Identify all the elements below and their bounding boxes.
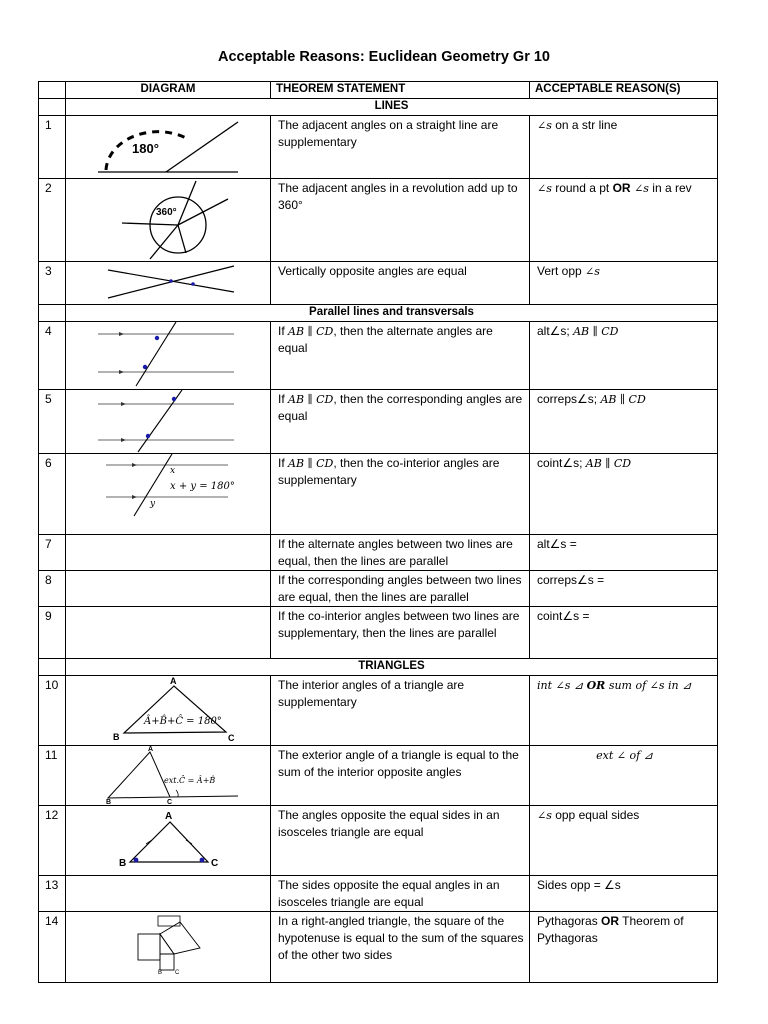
table-row [39,676,718,746]
diagram-empty [66,607,271,659]
vertex-a: A [165,811,173,822]
row-number: 3 [39,262,66,305]
diagram-pythagoras [66,912,271,983]
vertex-b: B [158,970,163,976]
diagram-exterior-angle [66,746,271,806]
table-row [39,116,718,179]
theorem-cell: The angles opposite the equal sides in an isosceles triangle are equal [271,806,530,876]
header-row [39,82,718,99]
row-number: 9 [39,607,66,659]
theorem-cell: The exterior angle of a triangle is equal to the sum of the interior opposite angles [271,746,530,806]
table-row [39,912,718,983]
diagram-revolution [66,179,271,262]
section-row-parallel [39,305,718,322]
header-theorem: THEOREM STATEMENT [271,82,530,99]
row-number: 6 [39,454,66,535]
row-number: 13 [39,876,66,912]
table-row [39,322,718,390]
page-title: Acceptable Reasons: Euclidean Geometry Gr 10 [217,49,550,65]
theorem-cell: Vertically opposite angles are equal [271,262,530,305]
straight-line-angle-diagram [66,116,271,178]
theorem-cell: If the co-interior angles between two lines are supplementary, then the lines are parallel [271,607,530,659]
diagram-vertically-opposite [66,262,271,305]
row-number: 7 [39,535,66,571]
reason-cell: int ∠s ⊿ OR sum of ∠s in ⊿ [530,676,718,746]
diagram-empty [66,571,271,607]
isosceles-triangle-diagram [66,806,271,875]
table-row [39,607,718,659]
reason-cell: correps∠s; AB ∥ CD [530,390,718,454]
pythagoras-diagram [66,912,271,982]
reason-cell: ext ∠ of ⊿ [530,746,718,806]
theorem-cell: In a right-angled triangle, the square of the hypotenuse is equal to the sum of the squares of the other two sides [271,912,530,983]
table-row [39,262,718,305]
table-row [39,535,718,571]
row-number: 12 [39,806,66,876]
diagram-alternate [66,322,271,390]
vertically-opposite-diagram [66,262,271,304]
angle-label-360: 360° [156,207,177,218]
reason-cell: Pythagoras OR Theorem of Pythagoras [530,912,718,983]
revolution-angle-diagram [66,179,271,261]
label-x-plus-y: x + y = 180° [170,481,235,492]
triangle-sum-equation: Â+B̂+Ĉ = 180° [144,716,222,727]
reason-cell: ∠s opp equal sides [530,806,718,876]
reason-cell: alt∠s = [530,535,718,571]
reason-cell: correps∠s = [530,571,718,607]
theorem-cell: If the corresponding angles between two lines are equal, then the lines are parallel [271,571,530,607]
reason-cell: coint∠s; AB ∥ CD [530,454,718,535]
alternate-angles-diagram [66,322,271,389]
vertex-c: C [211,858,219,869]
vertex-c: C [167,799,173,805]
diagram-isosceles [66,806,271,876]
section-row-triangles [39,659,718,676]
diagram-triangle-sum [66,676,271,746]
theorem-cell: If AB ∥ CD, then the co-interior angles are supplementary [271,454,530,535]
row-number: 8 [39,571,66,607]
angle-label-180: 180° [132,141,159,156]
row-number: 1 [39,116,66,179]
reason-cell: ∠s round a pt OR ∠s in a rev [530,179,718,262]
diagram-corresponding [66,390,271,454]
section-triangles: TRIANGLES [66,659,718,676]
table-row [39,571,718,607]
reason-cell: coint∠s = [530,607,718,659]
vertex-b: B [106,799,112,805]
theorem-cell: If AB ∥ CD, then the alternate angles are equal [271,322,530,390]
theorem-cell: If AB ∥ CD, then the corresponding angles are equal [271,390,530,454]
geometry-reasons-table [38,81,718,983]
theorem-cell: The sides opposite the equal angles in an isosceles triangle are equal [271,876,530,912]
label-y: y [150,499,156,509]
reason-cell: Sides opp = ∠s [530,876,718,912]
vertex-a: A [148,746,154,753]
diagram-empty [66,876,271,912]
vertex-b: B [113,732,120,742]
reason-cell: alt∠s; AB ∥ CD [530,322,718,390]
row-number: 10 [39,676,66,746]
header-diagram: DIAGRAM [66,82,271,99]
row-number: 14 [39,912,66,983]
reason-cell: ∠s on a str line [530,116,718,179]
theorem-cell: The adjacent angles in a revolution add up to 360° [271,179,530,262]
theorem-cell: The interior angles of a triangle are supplementary [271,676,530,746]
row-number: 4 [39,322,66,390]
corresponding-angles-diagram [66,390,271,453]
diagram-empty [66,535,271,571]
vertex-c: C [175,970,180,976]
row-number: 2 [39,179,66,262]
header-reason: ACCEPTABLE REASON(S) [530,82,718,99]
table-row [39,454,718,535]
row-number: 5 [39,390,66,454]
theorem-cell: The adjacent angles on a straight line are supplementary [271,116,530,179]
table-row [39,806,718,876]
section-lines: LINES [66,99,718,116]
triangle-sum-diagram [66,676,271,745]
exterior-angle-diagram [66,746,271,805]
theorem-cell: If the alternate angles between two lines are equal, then the lines are parallel [271,535,530,571]
table-row [39,876,718,912]
table-row [39,179,718,262]
vertex-b: B [119,858,127,869]
section-parallel: Parallel lines and transversals [66,305,718,322]
vertex-c: C [228,733,235,743]
table-row [39,746,718,806]
header-num [39,82,66,99]
diagram-straight-line [66,116,271,179]
table-row [39,390,718,454]
exterior-angle-equation: ext.Ĉ = Â+B̂ [164,776,216,785]
reason-cell: Vert opp ∠s [530,262,718,305]
section-row-lines [39,99,718,116]
diagram-co-interior [66,454,271,535]
vertex-a: A [170,676,177,686]
row-number: 11 [39,746,66,806]
label-x: x [170,466,176,476]
co-interior-angles-diagram [66,454,271,534]
